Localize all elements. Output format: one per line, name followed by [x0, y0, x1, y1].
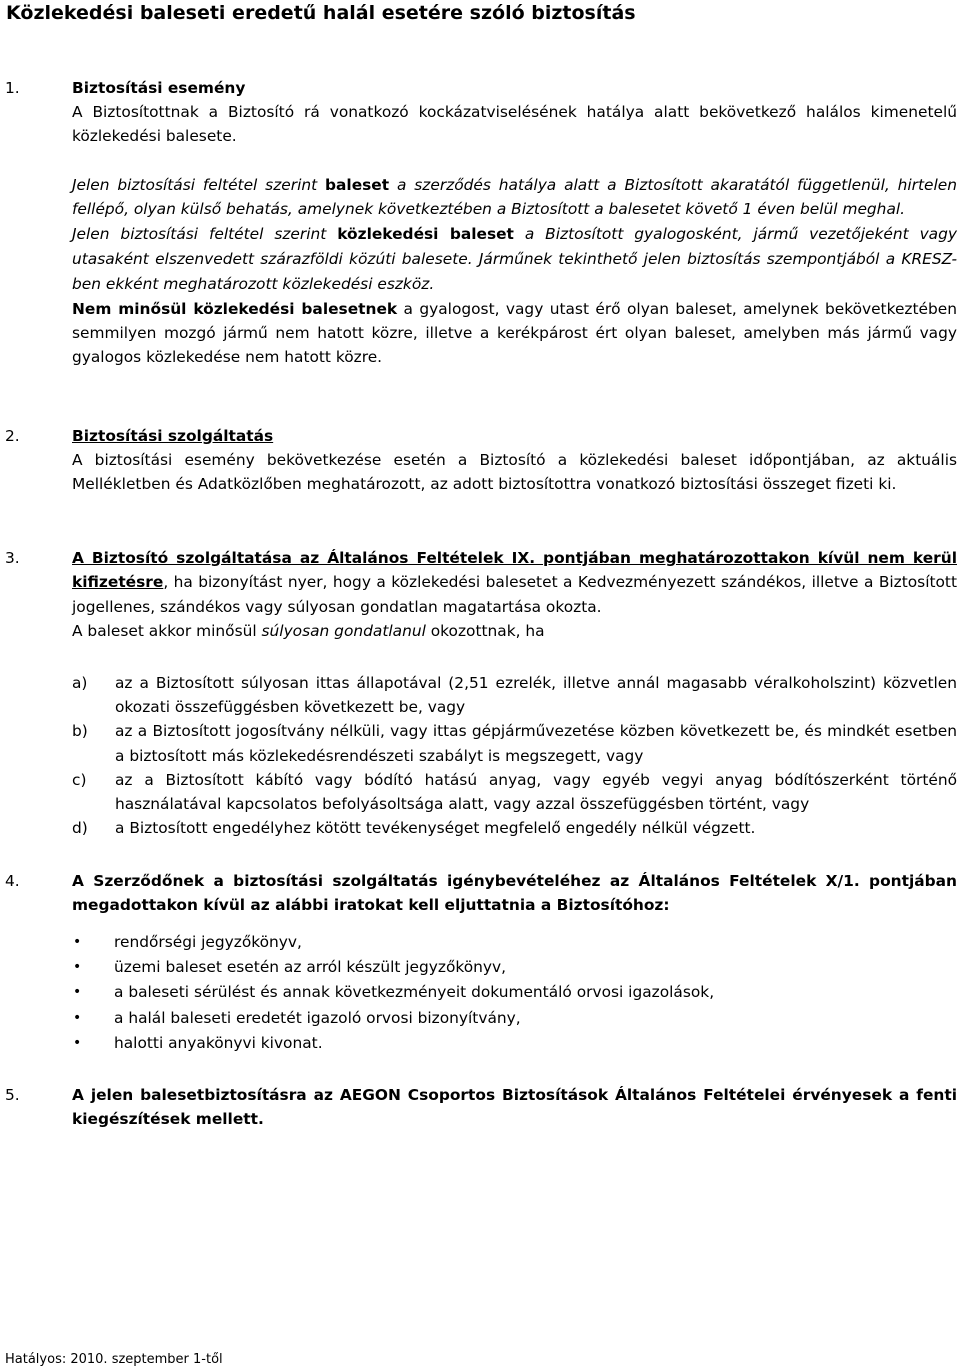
list-item-text: az a Biztosított kábító vagy bódító hatású anyag, vagy egyéb vegyi anyag bódítószerként történő használatával kapcsolatos befolyásoltsága alatt, vagy azzal összefüggésben történt, vagy: [115, 770, 957, 814]
list-item: [72, 955, 872, 980]
section-number: 3.: [5, 549, 20, 567]
section-number: 1.: [5, 79, 20, 97]
list-item: [72, 930, 872, 955]
list-item: [72, 980, 872, 1005]
list-item-text: rendőrségi jegyzőkönyv,: [114, 933, 302, 951]
section-2: [5, 424, 957, 497]
list-item-text: a baleseti sérülést és annak következményeit dokumentáló orvosi igazolások,: [114, 983, 715, 1002]
gross-negligence-intro: [72, 619, 957, 643]
bullet-icon: •: [73, 1009, 82, 1026]
text-fragment: , ha bizonyítást nyer, hogy a közlekedési balesetet a Kedvezményezett szándékos, illetve a Biztosított jogellenes, szándékos vagy súlyosan gondatlan magatartása okozta.: [72, 573, 957, 616]
list-item: [72, 1006, 872, 1031]
list-item: [72, 671, 957, 719]
emphasized-term: súlyosan gondatlanul: [261, 621, 426, 640]
text-fragment: A baleset akkor minősül: [72, 621, 262, 640]
text-fragment: a Biztosított gyalogosként, jármű vezetőjeként vagy utasaként elszenvedett szárazföldi közúti balesete. Járműnek tekinthető jelen biztosítás szempontjából a KRESZ-ben ekként meghatározott közlekedési eszköz.: [72, 225, 957, 293]
section-number: 5.: [5, 1086, 20, 1104]
section-5: [5, 1083, 957, 1132]
bullet-icon: •: [73, 984, 82, 1001]
list-item: [72, 719, 957, 767]
section-text: [72, 546, 957, 619]
defined-term: Nem minősül közlekedési balesetnek: [72, 299, 398, 318]
list-item-text: a Biztosított engedélyhez kötött tevékenységet megfelelő engedély nélkül végzett.: [115, 819, 756, 838]
effective-date-footer: Hatályos: 2010. szeptember 1-től: [5, 1352, 223, 1367]
list-item-label: a): [72, 674, 88, 692]
text-fragment: Jelen biztosítási feltétel szerint: [72, 175, 326, 194]
list-item-text: a halál baleseti eredetét igazoló orvosi bizonyítvány,: [114, 1008, 521, 1027]
defined-term: közlekedési baleset: [337, 225, 514, 244]
list-item: [72, 816, 957, 840]
list-item: [72, 768, 957, 816]
page-title: Közlekedési baleseti eredetű halál esetére szóló biztosítás: [6, 2, 636, 24]
kozlekedesi-baleset-definition: [72, 222, 957, 296]
list-item-text: az a Biztosított jogosítvány nélküli, vagy ittas gépjárművezetése közben következett be, és mindkét esetben a biztosított más közlekedésrendészeti szabályt is megszegett, vagy: [115, 722, 957, 765]
section-number: 2.: [5, 427, 20, 445]
baleset-definition: [72, 173, 957, 223]
list-item: [72, 1031, 872, 1056]
section-heading: A Szerződőnek a biztosítási szolgáltatás igénybevételéhez az Általános Feltételek X/1. pontjában megadottakon kívül az alábbi iratokat kell eljuttatnia a Biztosítóhoz:: [72, 872, 957, 915]
section-number: 4.: [5, 872, 20, 890]
section-heading: A jelen balesetbiztosításra az AEGON Csoportos Biztosítások Általános Feltételei érvényesek a fenti kiegészítések mellett.: [72, 1086, 957, 1129]
text-fragment: a szerződés hatálya alatt a Biztosított akaratától függetlenül, hirtelen fellépő, olyan külső behatás, amelynek következtében a Biztosított a balesetet követő 1 éven belül meghal.: [72, 175, 957, 219]
section-heading: Biztosítási esemény: [72, 79, 246, 97]
bullet-icon: •: [73, 959, 82, 976]
list-item-text: üzemi baleset esetén az arról készült jegyzőkönyv,: [114, 958, 507, 977]
list-item-label: b): [72, 722, 88, 741]
section-heading: Biztosítási szolgáltatás: [72, 427, 274, 445]
list-item-label: d): [72, 819, 88, 838]
section-4: [5, 869, 957, 918]
section-text: A biztosítási esemény bekövetkezése esetén a Biztosító a közlekedési baleset időpontjában, az aktuális Mellékletben és Adatközlőben meghatározott, az adott biztosítottra vonatkozó biztosítási összeget fizeti ki.: [72, 451, 957, 494]
list-item-text: halotti anyakönyvi kivonat.: [114, 1033, 323, 1052]
list-item-text: az a Biztosított súlyosan ittas állapotával (2,51 ezrelék, illetve annál magasabb véralkoholszint) közvetlen okozati összefüggésben következett be, vagy: [115, 674, 957, 717]
defined-term: baleset: [325, 175, 390, 194]
text-fragment: a gyalogost, vagy utast érő olyan baleset, amelynek bekövetkeztében semmilyen mozgó jármű nem hatott közre, illetve a kerékpárost ért olyan baleset, amelyben más jármű vagy gyalogos közlekedése nem hatott közre.: [72, 299, 957, 367]
condition-list: [72, 671, 957, 840]
section-text: A Biztosítottnak a Biztosító rá vonatkozó kockázatviselésének hatálya alatt bekövetkező halálos kimenetelű közlekedési balesete.: [72, 103, 957, 146]
list-item-label: c): [72, 770, 87, 789]
section-1: [5, 76, 957, 369]
text-fragment: okozottnak, ha: [425, 621, 545, 640]
bullet-icon: •: [73, 1034, 82, 1051]
text-fragment: Jelen biztosítási feltétel szerint: [72, 225, 338, 244]
bullet-icon: •: [73, 934, 82, 950]
section-3: [5, 546, 957, 643]
document-list: [72, 930, 872, 1056]
section-heading: A Biztosító szolgáltatása az Általános Feltételek IX. pontjában meghatározottakon kívül nem kerül kifizetésre: [72, 549, 957, 592]
exclusion-paragraph: [72, 297, 957, 370]
